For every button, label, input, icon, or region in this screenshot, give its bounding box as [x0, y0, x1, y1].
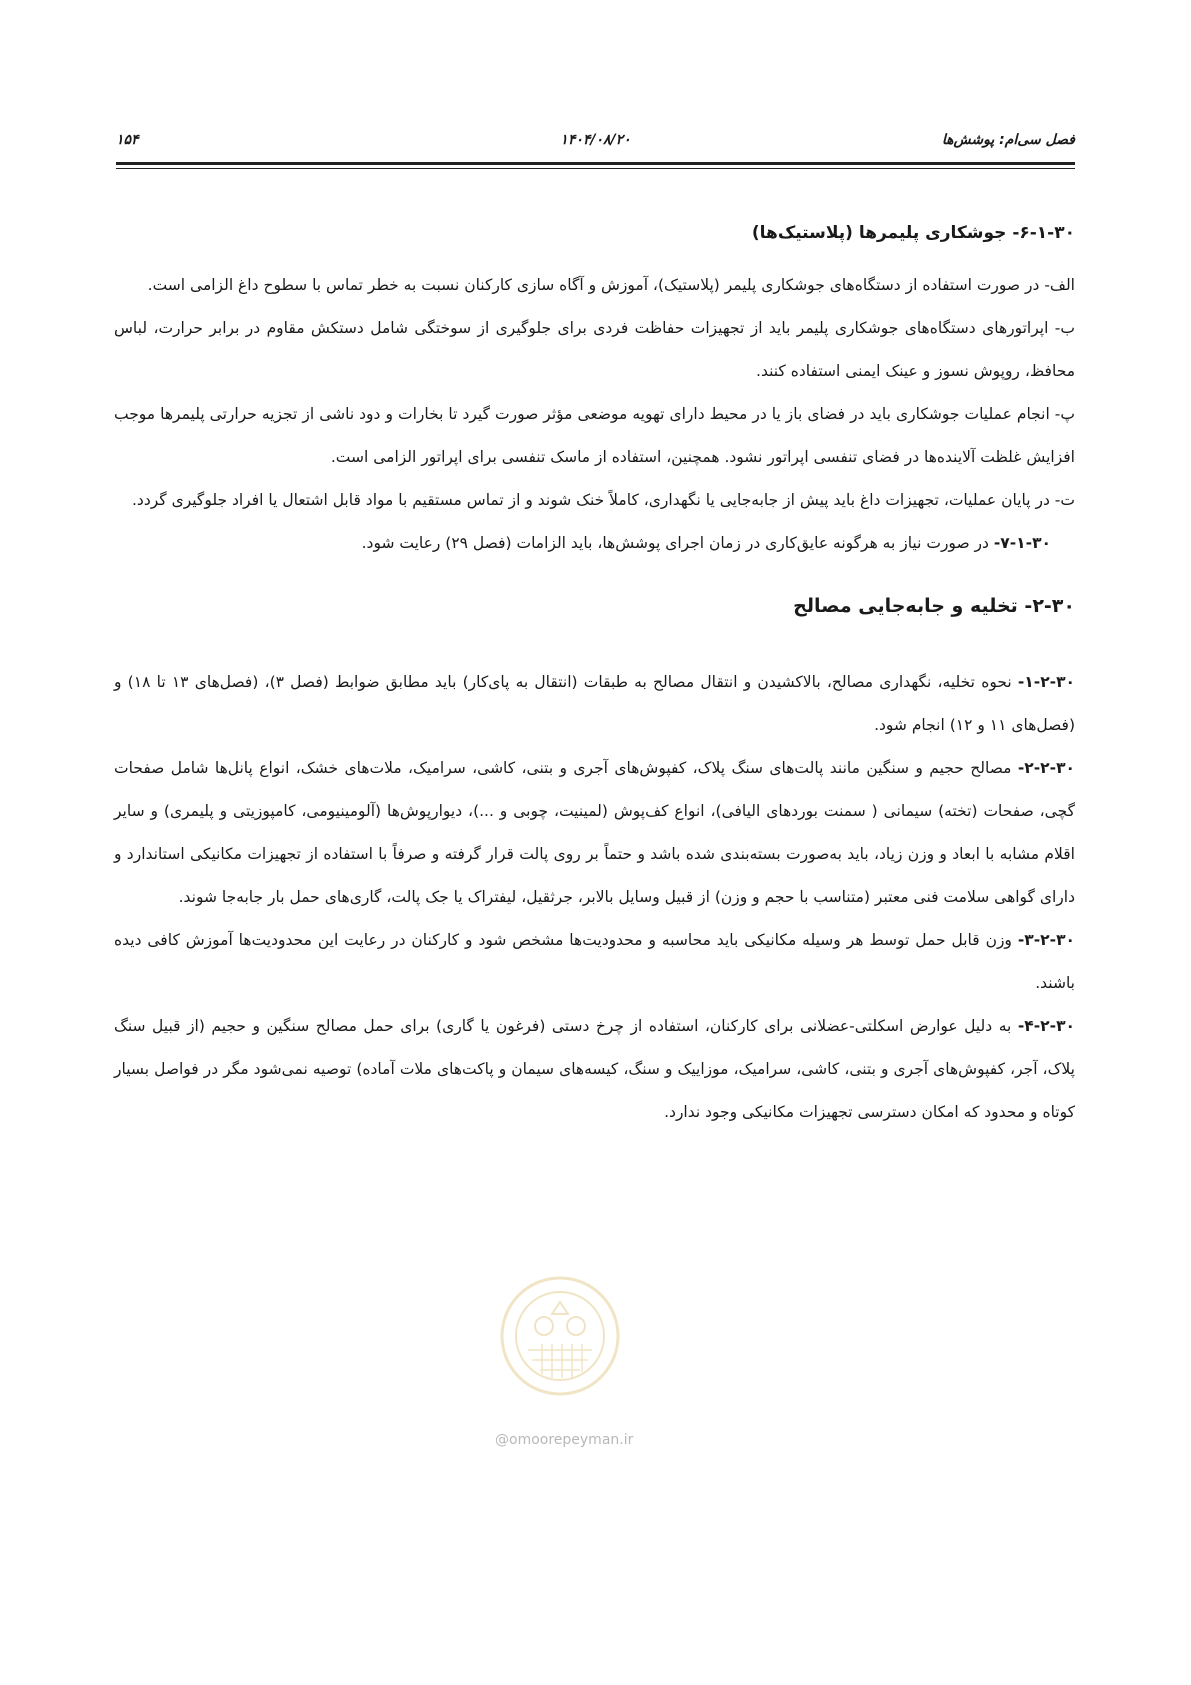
clause-text: نحوه تخلیه، نگهداری مصالح، بالاکشیدن و انتقال مصالح به طبقات (انتقال به پای‌کار) باید مطابق ضوابط (فصل ۳)، (فصل‌های ۱۳ تا ۱۸) و (فصل‌های ۱۱ و ۱۲) انجام شود. [114, 673, 1075, 734]
page-number: ۱۵۴ [116, 132, 139, 148]
page-header [116, 130, 1075, 165]
watermark-url: @omoorepeyman.ir [495, 1432, 634, 1448]
clause-number: ۷-۱-۳۰- [993, 534, 1051, 552]
clause-text: به دلیل عوارض اسکلتی-عضلانی برای کارکنان، استفاده از چرخ دستی (فرغون یا گاری) برای حمل مصالح سنگین و حجیم (از قبیل سنگ پلاک، آجر، کفپوش‌های آجری و بتنی، کاشی، سرامیک، موزاییک و سنگ، کیسه‌های سیمان و پاکت‌های ملات آماده) توصیه نمی‌شود مگر در فواصل بسیار کوتاه و محدود که امکان دسترسی تجهیزات مکانیکی وجود ندارد. [114, 1017, 1075, 1121]
subsection-heading-polymer-welding: ۶-۱-۳۰- جوشکاری پلیمرها (پلاستیک‌ها) [751, 223, 1075, 243]
paragraph-pe: پ- انجام عملیات جوشکاری باید در فضای باز یا در محیط دارای تهویه موضعی مؤثر صورت گیرد تا بخارات و دود ناشی از تجزیه حرارتی پلیمرها موجب افزایش غلظت آلاینده‌ها در فضای تنفسی اپراتور نشود. همچنین، استفاده از ماسک تنفسی برای اپراتور الزامی است. [114, 405, 1075, 466]
chapter-title: فصل سی‌ام: پوشش‌ها [941, 132, 1075, 148]
document-body [114, 218, 1075, 1134]
clause-30-1-7 [114, 522, 1075, 565]
paragraph-alef: الف- در صورت استفاده از دستگاه‌های جوشکاری پلیمر (پلاستیک)، آموزش و آگاه سازی کارکنان نسبت به خطر تماس با سطوح داغ الزامی است. [147, 276, 1075, 294]
clause-number: ۱-۲-۳۰- [1017, 673, 1076, 691]
clause-30-2-2 [114, 747, 1075, 919]
clause-number: ۳-۲-۳۰- [1017, 931, 1075, 949]
clause-30-2-4 [114, 1005, 1075, 1134]
paragraph-be: ب- اپراتورهای دستگاه‌های جوشکاری پلیمر باید از تجهیزات حفاظت فردی برای جلوگیری از سوختگی شامل دستکش مقاوم در برابر حرارت، لباس محافظ، روپوش نسوز و عینک ایمنی استفاده کنند. [114, 319, 1075, 380]
clause-30-2-1 [114, 661, 1075, 747]
paragraph-te: ت- در پایان عملیات، تجهیزات داغ باید پیش از جابه‌جایی یا نگهداری، کاملاً خنک شوند و از تماس مستقیم با مواد قابل اشتعال یا افراد جلوگیری گردد. [131, 491, 1075, 509]
header-date: ۱۴۰۴/۰۸/۲۰ [560, 132, 631, 148]
clause-text: وزن قابل حمل توسط هر وسیله مکانیکی باید محاسبه و محدودیت‌ها مشخص شود و کارکنان در رعایت این محدودیت‌ها آموزش کافی دیده باشند. [114, 931, 1075, 992]
section-heading-material-handling: ۲-۳۰- تخلیه و جابه‌جایی مصالح [793, 595, 1075, 617]
watermark-seal-icon [498, 1274, 622, 1398]
clause-30-2-3 [114, 919, 1075, 1005]
clause-text: در صورت نیاز به هرگونه عایق‌کاری در زمان اجرای پوشش‌ها، باید الزامات (فصل ۲۹) رعایت شود. [361, 534, 994, 552]
clause-text: مصالح حجیم و سنگین مانند پالت‌های سنگ پلاک، کفپوش‌های آجری و بتنی، کاشی، سرامیک، ملات‌های خشک، انواع پانل‌ها شامل صفحات گچی، صفحات (تخته) سیمانی ( سمنت بوردهای الیافی)، انواع کف‌پوش (لمینیت، چوبی و ...)، دیوارپوش‌ها (آلومینیومی، کامپوزیتی و پلیمری) و سایر اقلام مشابه با ابعاد و وزن زیاد، باید به‌صورت بسته‌بندی شده باشد و حتماً بر روی پالت قرار گرفته و صرفاً با استفاده از تجهیزات مکانیکی استاندارد و دارای گواهی سلامت فنی معتبر (متناسب با حجم و وزن) از قبیل وسایل بالابر، جرثقیل، لیفتراک یا جک پالت، گاری‌های حمل بار جابه‌جا شوند. [114, 759, 1075, 906]
clause-number: ۴-۲-۳۰- [1017, 1017, 1075, 1035]
clause-number: ۲-۲-۳۰- [1017, 759, 1075, 777]
